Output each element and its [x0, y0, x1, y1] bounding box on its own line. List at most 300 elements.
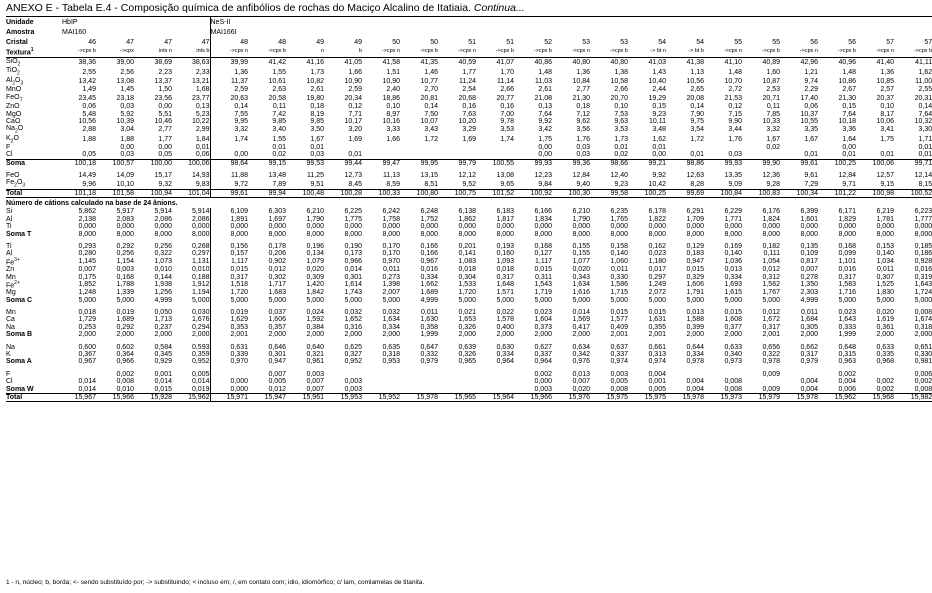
- cell: 1,543: [534, 281, 552, 289]
- cell: 15,978: [666, 393, 704, 401]
- cell: [780, 144, 818, 151]
- cell: 10,87: [762, 77, 780, 85]
- cell: 0,337: [610, 350, 628, 358]
- cell: 11,00: [915, 77, 932, 85]
- table-row: [6, 118, 932, 125]
- cell: 1,74: [210, 135, 248, 144]
- cell: 0,008: [724, 378, 742, 386]
- cell: 1,77: [158, 135, 172, 143]
- cell: 8,97: [386, 110, 400, 118]
- cell: 41,03: [648, 59, 666, 67]
- cell: 0,14: [690, 103, 704, 111]
- cell: 2,63: [272, 86, 286, 94]
- cell: 1,84: [195, 135, 210, 143]
- textura-cell: ->cpx b: [818, 47, 856, 58]
- cell: 0,10: [614, 103, 628, 111]
- cell: 8,000: [572, 230, 590, 238]
- cell: 1,577: [610, 316, 628, 324]
- cell: 0,001: [648, 378, 666, 386]
- textura-cell: b: [324, 47, 362, 58]
- cell: 10,55: [800, 117, 818, 125]
- cell: 0,003: [306, 370, 324, 378]
- cell: 2,000: [344, 331, 362, 339]
- cell: 1,788: [116, 281, 134, 289]
- cell: 6,171: [838, 208, 856, 216]
- cell: 1,631: [648, 316, 666, 324]
- cell: 1,21: [804, 68, 818, 76]
- cell: 0,019: [116, 309, 134, 316]
- cell: 1,912: [191, 281, 210, 289]
- cell: 1,67: [310, 135, 324, 143]
- cell: 1,49: [82, 86, 96, 94]
- table-row: [6, 172, 932, 179]
- textura-cell: ->cpx b: [58, 47, 96, 58]
- cell: 1,55: [272, 135, 286, 143]
- cell: 0,16: [500, 103, 514, 111]
- cell: 1,194: [191, 289, 210, 297]
- subscript: 2: [14, 182, 17, 189]
- cell: 0,10: [386, 103, 400, 111]
- cell: 0,005: [648, 385, 666, 393]
- cell: 0,014: [344, 266, 362, 274]
- cell: 9,65: [500, 180, 514, 188]
- cell: 15,964: [476, 393, 514, 401]
- cell: 0,644: [686, 343, 704, 351]
- cell: 99,47: [362, 159, 400, 167]
- cell: 0,008: [116, 378, 134, 386]
- textura-cell: ->cpx b: [400, 47, 438, 58]
- cell: 0,004: [838, 378, 856, 386]
- cell: 7,50: [424, 110, 438, 118]
- cristal-cell: 47: [126, 38, 134, 46]
- cell: 1,036: [724, 258, 742, 266]
- cell: 0,01: [842, 151, 856, 159]
- cell: 0,006: [914, 370, 932, 378]
- cell: 0,322: [154, 250, 172, 258]
- cell: 6,399: [800, 208, 818, 216]
- cell: 1,76: [728, 135, 742, 143]
- cell: 6,248: [420, 208, 438, 216]
- row-label: $Fe^{2+}$: [6, 279, 20, 290]
- table-row: [6, 135, 932, 144]
- cell: 0,000: [496, 223, 514, 231]
- cristal-cell: 53: [620, 38, 628, 46]
- cell: 0,017: [648, 266, 666, 274]
- cell: 0,005: [268, 378, 286, 386]
- cell: 0,015: [648, 309, 666, 316]
- cell: 0,007: [800, 266, 818, 274]
- table-row: [6, 125, 932, 134]
- cell: 0,015: [154, 385, 172, 393]
- cell: 0,979: [420, 358, 438, 366]
- cell: 0,00: [158, 144, 172, 152]
- cell: 0,03: [576, 144, 590, 152]
- cell: [476, 151, 514, 159]
- cell: 2,29: [804, 86, 818, 94]
- cell: 10,10: [116, 180, 134, 188]
- cell: 15,947: [248, 393, 286, 401]
- cell: 0,317: [838, 273, 856, 281]
- cell: 0,023: [534, 309, 552, 316]
- cell: 1,398: [382, 281, 400, 289]
- cell: 0,18: [576, 103, 590, 111]
- cell: 15,17: [154, 172, 172, 180]
- cell: 100,28: [324, 189, 362, 197]
- sample-1: MAI160: [62, 28, 87, 36]
- cell: 1,76: [576, 135, 590, 143]
- table-row: [6, 77, 932, 86]
- cell: 1,73: [310, 68, 324, 76]
- cell: 11,14: [497, 77, 514, 85]
- cell: 0,02: [272, 151, 286, 159]
- cell: 9,71: [842, 180, 856, 188]
- cell: 2,61: [538, 86, 552, 94]
- cell: 1,339: [116, 289, 134, 297]
- subscript: 2: [12, 80, 16, 87]
- cell: 2,086: [191, 215, 210, 223]
- cell: 1,790: [572, 215, 590, 223]
- cell: [742, 151, 780, 159]
- cell: 0,334: [724, 273, 742, 281]
- row-label: Mn: [6, 309, 16, 316]
- cell: 2,000: [154, 331, 172, 339]
- cell: 1,70: [500, 68, 514, 76]
- cell: 2,70: [424, 86, 438, 94]
- cell: 0,162: [648, 243, 666, 250]
- cell: 1,765: [610, 215, 628, 223]
- cell: 1,588: [686, 316, 704, 324]
- cell: 18,86: [382, 94, 400, 102]
- cell: 12,84: [838, 172, 856, 180]
- row-label: Cl: [6, 151, 13, 159]
- cell: 0,16: [462, 103, 476, 111]
- cristal-cell: 49: [316, 38, 324, 46]
- cell: 12,73: [344, 172, 362, 180]
- row-label: Al: [6, 250, 13, 258]
- cell: 5,000: [382, 296, 400, 304]
- cell: 1,829: [838, 215, 856, 223]
- cell: 5,917: [116, 208, 134, 216]
- cell: 8,000: [686, 230, 704, 238]
- cell: 9,51: [310, 180, 324, 188]
- cell: 99,79: [438, 159, 476, 167]
- row-label: MnO: [6, 86, 22, 94]
- cell: 0,019: [210, 309, 248, 316]
- cell: 0,020: [572, 385, 590, 393]
- row-label: Soma B: [6, 331, 33, 339]
- cell: 41,10: [724, 59, 742, 67]
- cell: 8,000: [610, 230, 628, 238]
- cell: 99,93: [704, 159, 742, 167]
- cell: 0,000: [420, 223, 438, 231]
- table-row: [6, 216, 932, 223]
- cell: 1,13: [690, 68, 704, 76]
- cell: 15,967: [58, 393, 96, 401]
- row-label: Zn: [6, 266, 15, 274]
- cell: 23,45: [78, 94, 96, 102]
- cell: 0,155: [572, 243, 590, 250]
- cell: 0,129: [686, 243, 704, 250]
- cell: 15,982: [894, 393, 932, 401]
- cell: 8,000: [914, 230, 932, 238]
- cell: 13,08: [116, 77, 134, 85]
- cell: 1,648: [496, 281, 514, 289]
- cell: 0,00: [538, 151, 552, 159]
- cell: 9,84: [538, 180, 552, 188]
- cell: 0,584: [154, 343, 172, 351]
- cell: 0,358: [420, 323, 438, 331]
- cell: 0,023: [838, 309, 856, 316]
- cell: 8,19: [310, 110, 324, 118]
- cell: 5,000: [686, 296, 704, 304]
- cell: 15,976: [552, 393, 590, 401]
- cell: 100,18: [58, 159, 96, 167]
- row-label: Ti: [6, 243, 12, 250]
- cell: 2,44: [652, 86, 666, 94]
- cell: 15,952: [362, 393, 400, 401]
- cell: 0,301: [268, 350, 286, 358]
- cell: 100,83: [742, 189, 780, 197]
- table-row: [6, 208, 932, 215]
- cell: [476, 371, 514, 378]
- cell: [362, 151, 400, 159]
- cell: 6,242: [382, 208, 400, 216]
- cell: 0,166: [420, 243, 438, 250]
- cell: 7,15: [728, 110, 742, 118]
- cell: 0,01: [272, 144, 286, 152]
- cell: 39,00: [116, 59, 134, 67]
- cell: 0,15: [842, 103, 856, 111]
- cell: 0,000: [534, 223, 552, 231]
- cell: 1,583: [838, 281, 856, 289]
- cell: 0,268: [191, 243, 210, 250]
- table-row: [6, 94, 932, 103]
- cell: 1,67: [804, 135, 818, 143]
- cristal-cell: 57: [886, 38, 894, 46]
- cell: 2,65: [690, 86, 704, 94]
- cell: 0,020: [306, 266, 324, 274]
- cell: [856, 371, 894, 378]
- cell: 10,56: [686, 77, 704, 85]
- cell: 2,007: [382, 289, 400, 297]
- cell: 0,966: [116, 358, 134, 366]
- cell: 1,420: [306, 281, 324, 289]
- row-label: K: [6, 350, 11, 358]
- cell: 0,14: [424, 103, 438, 111]
- cell: 9,62: [576, 117, 590, 125]
- cell: 0,011: [801, 309, 818, 316]
- cell: 0,000: [458, 223, 476, 231]
- cell: 0,018: [496, 266, 514, 274]
- cell: 0,353: [210, 324, 248, 331]
- cell: 0,020: [876, 309, 894, 316]
- row-label: Soma T: [6, 230, 32, 238]
- cell: 0,190: [344, 243, 362, 250]
- cell: 0,952: [344, 358, 362, 366]
- cell: 10,56: [78, 117, 96, 125]
- cell: 0,11: [272, 103, 286, 111]
- row-label: Soma W: [6, 385, 34, 393]
- header-cristal: [6, 37, 932, 47]
- cristal-cell: 49: [354, 38, 362, 46]
- table-row: [6, 179, 932, 189]
- cell: 20,58: [268, 94, 286, 102]
- cell: 1,578: [496, 316, 514, 324]
- cell: 99,15: [248, 159, 286, 167]
- cell: 21,53: [724, 94, 742, 102]
- cell: 2,67: [842, 86, 856, 94]
- cell: 3,33: [386, 126, 400, 134]
- cell: 5,914: [191, 208, 210, 216]
- cell: 5,862: [78, 208, 96, 216]
- subscript: 2: [10, 137, 14, 144]
- cell: [742, 378, 780, 385]
- cell: 0,013: [724, 266, 742, 274]
- cell: 0,318: [382, 350, 400, 358]
- cell: 1,256: [154, 289, 172, 297]
- cell: 10,90: [344, 77, 362, 85]
- cell: 10,18: [838, 117, 856, 125]
- cell: 10,11: [649, 117, 666, 125]
- cell: 5,000: [610, 296, 628, 304]
- cell: 0,111: [763, 250, 780, 258]
- cell: 0,015: [210, 266, 248, 273]
- cell: 1,101: [838, 258, 856, 266]
- cell: 0,009: [762, 370, 780, 378]
- cell: 0,970: [210, 358, 248, 365]
- cell: 1,525: [876, 281, 894, 289]
- cell: 1,652: [344, 316, 362, 324]
- cell: 5,000: [876, 296, 894, 304]
- textura-cell: n: [286, 47, 324, 58]
- cell: 0,317: [762, 323, 780, 331]
- table-row: [6, 189, 932, 197]
- cell: [362, 385, 400, 393]
- cell: 0,03: [310, 151, 324, 159]
- cell: 1,75: [880, 135, 894, 143]
- cell: 7,12: [576, 110, 590, 118]
- cell: 0,002: [876, 378, 894, 386]
- table-row: [6, 266, 932, 273]
- cell: 1,824: [762, 215, 780, 223]
- cell: 7,85: [766, 110, 780, 118]
- cell: 0,01: [804, 151, 818, 159]
- cell: 0,947: [268, 358, 286, 366]
- cell: 0,002: [838, 370, 856, 378]
- cell: 8,45: [348, 180, 362, 188]
- cell: 0,01: [348, 151, 362, 159]
- cell: 1,054: [762, 258, 780, 266]
- cell: 12,84: [572, 172, 590, 180]
- cell: 9,09: [728, 180, 742, 188]
- cell: 100,06: [856, 159, 894, 167]
- cell: 0,12: [348, 103, 362, 111]
- cell: 2,072: [648, 289, 666, 297]
- cell: 40,80: [572, 59, 590, 67]
- cell: 0,313: [648, 350, 666, 358]
- cell: 2,000: [534, 331, 552, 339]
- cell: [704, 144, 742, 151]
- table-row: [6, 258, 932, 266]
- cell: 0,004: [686, 385, 704, 393]
- table-row: [6, 230, 932, 237]
- cell: 1,729: [78, 316, 96, 324]
- cell: 0,01: [310, 144, 324, 152]
- cell: 10,86: [838, 77, 856, 85]
- cell: 9,96: [82, 180, 96, 188]
- cell: 3,32: [210, 125, 248, 134]
- cell: 5,48: [82, 110, 96, 118]
- cell: 1,634: [572, 281, 590, 289]
- cell: 1,36: [210, 67, 248, 76]
- cell: 7,90: [690, 110, 704, 118]
- cell: 8,000: [838, 230, 856, 238]
- cell: 5,914: [154, 208, 172, 216]
- cell: 0,334: [420, 273, 438, 281]
- cell: 0,168: [838, 243, 856, 250]
- cell: 1,689: [116, 316, 134, 324]
- cell: 3,41: [880, 126, 894, 134]
- cell: 0,361: [876, 323, 894, 331]
- cell: 7,64: [918, 110, 932, 118]
- cell: 8,000: [268, 230, 286, 238]
- textura-sup: 1: [30, 46, 34, 53]
- cell: 0,05: [82, 151, 96, 159]
- cell: 7,64: [842, 110, 856, 118]
- subscript: 2: [14, 128, 18, 135]
- table-row: [6, 393, 932, 401]
- table-row: [6, 371, 932, 378]
- cell: 0,008: [724, 385, 742, 393]
- cell: 0,327: [344, 350, 362, 358]
- cell: 20,81: [420, 94, 438, 102]
- cell: 9,32: [158, 180, 172, 188]
- cell: 9,92: [538, 117, 552, 125]
- cell: 5,000: [648, 296, 666, 304]
- cell: 0,03: [576, 151, 590, 159]
- cell: 0,024: [306, 309, 324, 316]
- cell: 0,237: [154, 323, 172, 331]
- cell: 0,012: [762, 266, 780, 274]
- cell: 3,20: [348, 126, 362, 134]
- cell: 8,17: [880, 110, 894, 118]
- cell: 2,77: [576, 86, 590, 94]
- cell: 8,59: [386, 180, 400, 188]
- cell: 11,13: [383, 172, 400, 180]
- cell: 40,89: [762, 59, 780, 67]
- cristal-cell: 48: [210, 37, 248, 47]
- cell: 8,000: [648, 230, 666, 238]
- cell: 1,36: [576, 68, 590, 76]
- cell: 1,834: [534, 215, 552, 223]
- cell: 8,000: [496, 230, 514, 238]
- cell: 5,000: [191, 296, 210, 304]
- cell: 1,693: [724, 281, 742, 289]
- cell: 2,40: [386, 86, 400, 94]
- cell: 0,000: [116, 223, 134, 231]
- subscript: 3: [22, 182, 26, 189]
- cell: 14,93: [191, 172, 210, 180]
- cell: 1,67: [766, 135, 780, 143]
- cell: 5,000: [268, 296, 286, 304]
- cell: 0,400: [496, 323, 514, 331]
- cell: 10,61: [268, 77, 286, 85]
- cell: 99,90: [742, 159, 780, 167]
- cell: 1,586: [610, 281, 628, 289]
- table-title: [6, 2, 525, 14]
- table-row: [6, 273, 932, 280]
- cell: [476, 378, 514, 385]
